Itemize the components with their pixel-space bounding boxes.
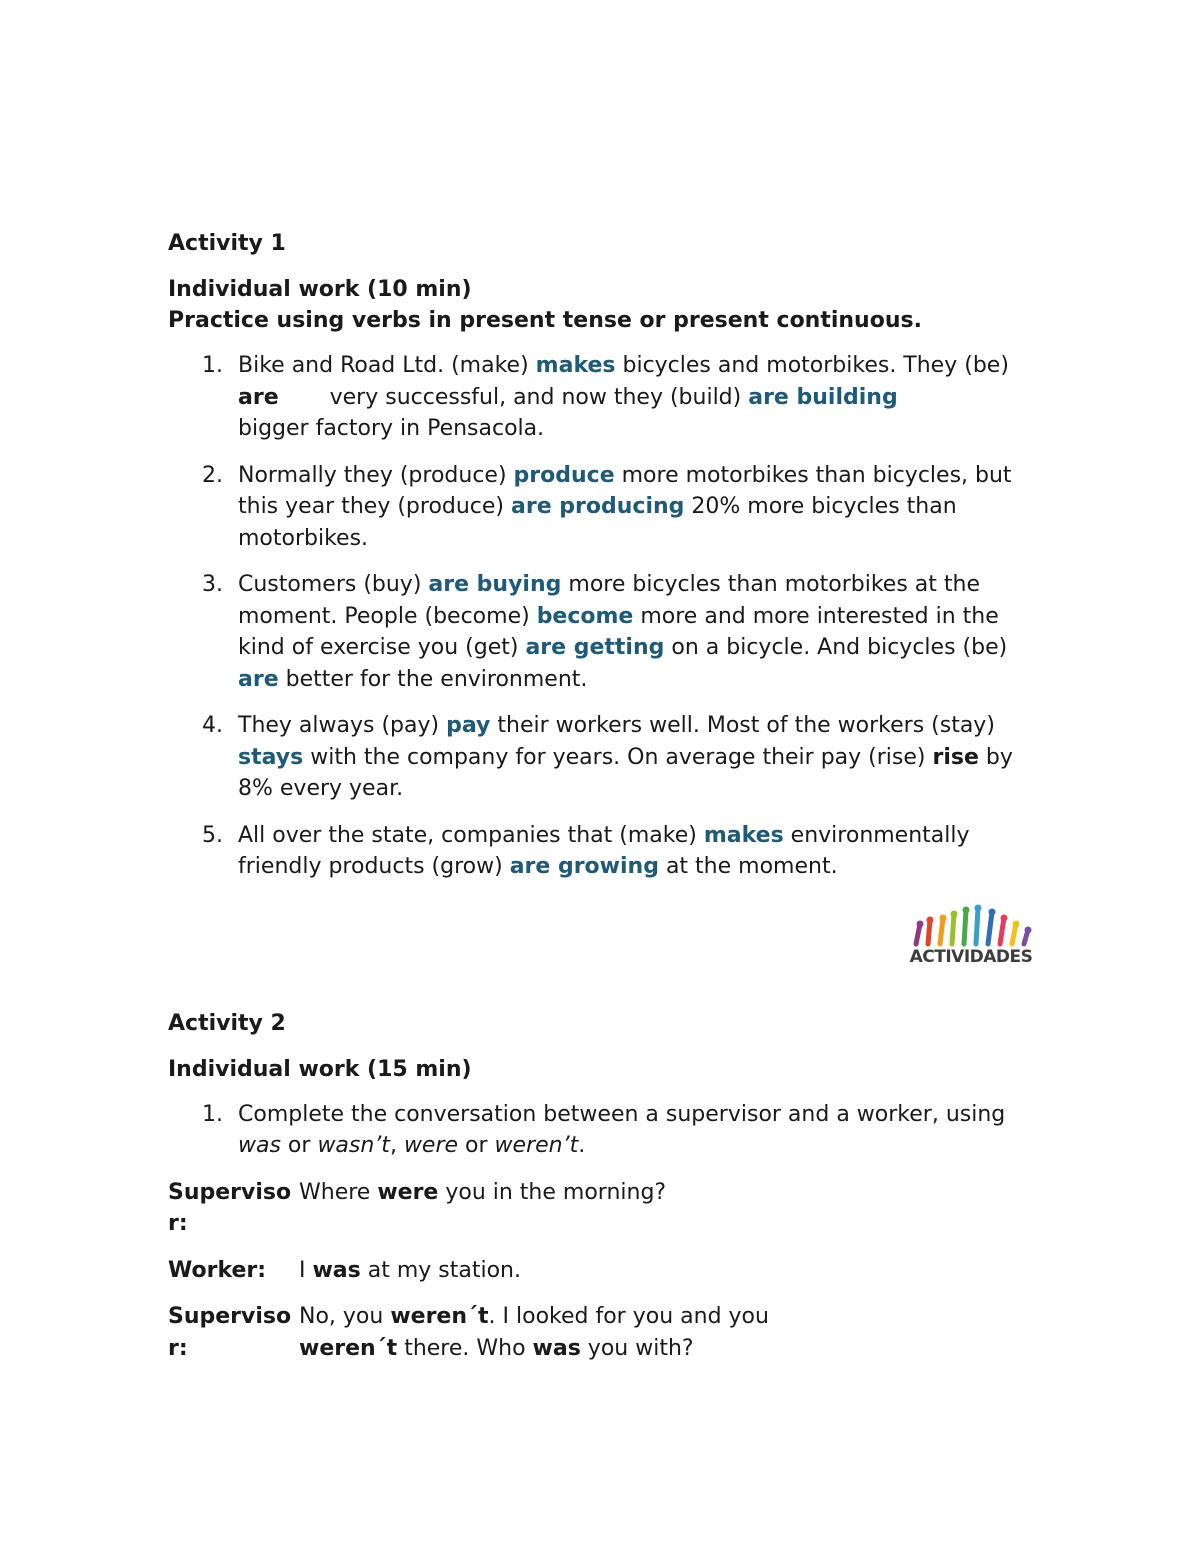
item-text: ,: [389, 1133, 404, 1158]
item-text: very successful, and now they (build): [322, 384, 749, 410]
line-text: at my station.: [360, 1257, 521, 1283]
item-text: Normally they (produce): [238, 462, 514, 488]
answer: pay: [446, 713, 491, 738]
list-item: [168, 820, 1048, 883]
item-text: was: [238, 1133, 281, 1158]
activity-1-subtitle: Individual work (10 min): [168, 277, 472, 302]
dialogue-line: [168, 1177, 1048, 1240]
activity-2-title: Activity 2: [168, 1010, 286, 1036]
answer: were: [377, 1179, 439, 1205]
answer: weren´t: [299, 1335, 398, 1361]
item-text: on a bicycle. And bicycles (be): [664, 635, 1008, 660]
answer: are: [238, 666, 279, 692]
item-text: more and more interested in the kind of exercise you (get): [238, 603, 999, 660]
item-text: by 8% every year.: [238, 744, 1013, 801]
answer: makes: [703, 822, 784, 848]
item-text: Complete the conversation between a supervisor and a worker, using: [238, 1101, 1006, 1127]
item-text: bicycles and motorbikes. They (be): [615, 353, 1009, 378]
item-number: 2.: [202, 462, 223, 488]
item-number: 3.: [202, 572, 223, 597]
logo-area: [168, 898, 1048, 1008]
list-item: [168, 350, 1048, 445]
answer: are getting: [525, 635, 665, 660]
item-text: at the moment.: [658, 854, 838, 879]
answer: was: [312, 1257, 361, 1283]
dialogue-text: [299, 1301, 819, 1364]
item-text: their workers well. Most of the workers (stay): [490, 713, 995, 738]
activity-2-list: [168, 1099, 1048, 1162]
item-text: Bike and Road Ltd. (make): [238, 353, 536, 378]
answer: was: [532, 1335, 581, 1361]
item-text: more bicycles than motorbikes at the moment. People (become): [238, 572, 980, 629]
line-text: I: [299, 1257, 313, 1283]
speaker-label: Worker:: [168, 1257, 267, 1283]
document-page: [168, 228, 1048, 1379]
answer: produce: [513, 462, 615, 488]
line-text: Where: [299, 1179, 378, 1205]
list-item: [168, 569, 1048, 695]
activity-1-list: [168, 350, 1048, 883]
item-text: or: [458, 1133, 495, 1158]
line-text: you in the morning?: [438, 1179, 667, 1205]
list-item: [168, 1099, 1048, 1162]
item-text: 20% more bicycles than motorbikes.: [238, 494, 957, 551]
dialogue-line: [168, 1255, 1048, 1287]
item-text: environmentally friendly products (grow): [238, 822, 970, 879]
answer: are: [238, 384, 279, 410]
answer: rise: [932, 744, 979, 770]
answer: are building: [748, 384, 898, 410]
item-text: .: [578, 1133, 586, 1158]
item-text: better for the environment.: [278, 666, 588, 692]
dialogue-text: [299, 1255, 819, 1287]
list-item: [168, 460, 1048, 555]
line-text: you with?: [580, 1335, 694, 1361]
item-number: 5.: [202, 822, 223, 848]
answer: become: [536, 603, 634, 629]
dialogue-line: [168, 1301, 1048, 1364]
line-text: . I looked for you and you: [488, 1304, 769, 1329]
logo-text: ACTIVIDADES: [909, 946, 1033, 967]
answer: stays: [238, 744, 304, 770]
activity-1-title: Activity 1: [168, 231, 286, 256]
answer: are buying: [428, 572, 562, 597]
item-number: 1.: [202, 1101, 223, 1127]
item-text: They always (pay): [238, 713, 447, 738]
answer: makes: [535, 353, 616, 378]
item-text: Customers (buy): [238, 572, 429, 597]
activity-2-subtitle: Individual work (15 min): [168, 1056, 472, 1082]
actividades-hands-logo-icon: [906, 904, 1036, 984]
answer: are growing: [509, 854, 659, 879]
item-text: bigger factory in Pensacola.: [238, 416, 545, 441]
line-text: there. Who: [397, 1335, 533, 1361]
answer: are producing: [511, 494, 685, 519]
item-text: were: [403, 1133, 459, 1158]
item-number: 4.: [202, 713, 223, 738]
item-text: wasn’t: [317, 1133, 390, 1158]
item-text: with the company for years. On average their pay (rise): [303, 744, 933, 770]
item-number: 1.: [202, 353, 223, 378]
activity-2: [168, 1008, 1048, 1365]
answer: weren´t: [390, 1304, 489, 1329]
item-text: more motorbikes than bicycles, but this year they (produce): [238, 462, 1012, 519]
speaker-label: Supervisor:: [168, 1304, 292, 1361]
item-text: weren’t: [494, 1133, 579, 1158]
line-text: No, you: [299, 1304, 391, 1329]
list-item: [168, 710, 1048, 805]
item-text: or: [280, 1133, 318, 1158]
speaker-label: Supervisor:: [168, 1179, 292, 1236]
dialogue-text: [299, 1177, 819, 1240]
activity-1-instruction: Practice using verbs in present tense or present continuous.: [168, 308, 922, 333]
item-text: All over the state, companies that (make): [238, 822, 704, 848]
